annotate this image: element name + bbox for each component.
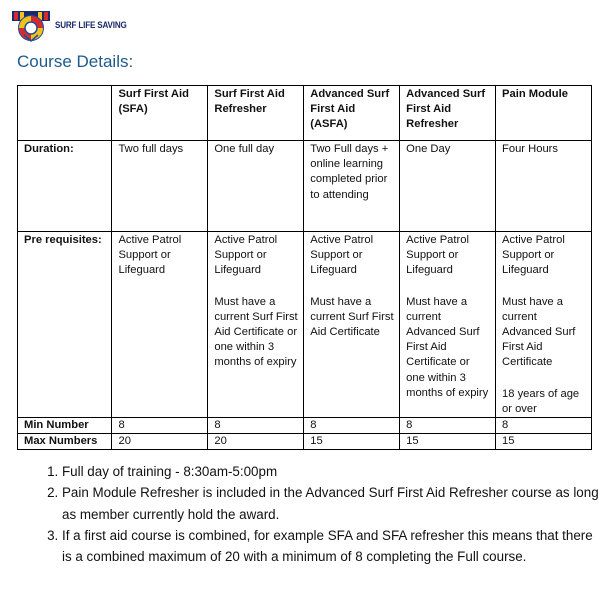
header-cell-sfa: Surf First Aid (SFA) [112, 86, 208, 141]
row-label-prerequisites: Pre requisites: [18, 232, 112, 418]
table-cell [496, 232, 592, 418]
table-cell: Two Full days + online learning completed prior to attending [304, 141, 400, 232]
table-row-max-numbers [18, 434, 592, 450]
table-cell: 8 [400, 418, 496, 434]
table-cell: 20 [208, 434, 304, 450]
prerequisite-text: Must have a current Surf First Aid Certificate [310, 295, 394, 339]
list-item: 1. Full day of training - 8:30am-5:00pm [62, 461, 600, 482]
row-label-min-number: Min Number [18, 418, 112, 434]
prerequisite-text: Active Patrol Support or Lifeguard [214, 234, 278, 277]
table-cell: Two full days [112, 141, 208, 232]
table-row-prerequisites [18, 232, 592, 418]
table-cell: 15 [304, 434, 400, 450]
header-cell-pain-module: Pain Module [496, 86, 592, 141]
section-title: Course Details: [17, 52, 134, 71]
table-cell [304, 232, 400, 418]
table-cell [400, 232, 496, 418]
header-cell-empty [18, 86, 112, 141]
table-cell: Four Hours [496, 141, 592, 232]
row-label-max-numbers: Max Numbers [18, 434, 112, 450]
table-cell: 8 [304, 418, 400, 434]
table-cell: 15 [496, 434, 592, 450]
surf-life-saving-logo [10, 6, 160, 44]
prerequisite-text: Active Patrol Support or Lifeguard [502, 234, 565, 277]
table-cell [112, 232, 208, 418]
logo-wordmark: SURF LIFE SAVING [55, 19, 127, 31]
header-cell-asfa: Advanced Surf First Aid (ASFA) [304, 86, 400, 141]
table-row-min-number [18, 418, 592, 434]
prerequisite-text: Must have a current Surf First Aid Certificate or one within 3 months of expiry [214, 295, 298, 369]
list-item: 3. If a first aid course is combined, for example SFA and SFA refresher this means that there is a combined maximum of 20 with a minimum of 8 completing the Full course. [62, 525, 600, 568]
lifesaver-emblem-icon [10, 7, 52, 43]
header-cell-sfa-refresher: Surf First Aid Refresher [208, 86, 304, 141]
table-cell: 20 [112, 434, 208, 450]
prerequisite-text: Active Patrol Support or Lifeguard [118, 234, 182, 277]
prerequisite-text: Must have a current Advanced Surf First Aid Certificate [502, 295, 576, 369]
course-details-table [17, 85, 592, 450]
prerequisite-text: Active Patrol Support or Lifeguard [310, 234, 374, 277]
table-cell: One full day [208, 141, 304, 232]
table-header-row [18, 86, 592, 141]
course-notes-list [40, 461, 600, 567]
table-cell: 8 [496, 418, 592, 434]
table-row-duration [18, 141, 592, 232]
prerequisite-text: Must have a current Advanced Surf First Aid Certificate or one within 3 months of expiry [406, 295, 489, 399]
row-label-duration: Duration: [18, 141, 112, 232]
list-item: 2. Pain Module Refresher is included in the Advanced Surf First Aid Refresher course as long as member currently hold the award. [62, 482, 600, 525]
prerequisite-text: 18 years of age or over [502, 387, 580, 415]
table-cell: 8 [112, 418, 208, 434]
table-cell: 8 [208, 418, 304, 434]
header-cell-asfa-refresher: Advanced Surf First Aid Refresher [400, 86, 496, 141]
table-cell [208, 232, 304, 418]
table-cell: One Day [400, 141, 496, 232]
table-cell: 15 [400, 434, 496, 450]
prerequisite-text: Active Patrol Support or Lifeguard [406, 234, 469, 277]
